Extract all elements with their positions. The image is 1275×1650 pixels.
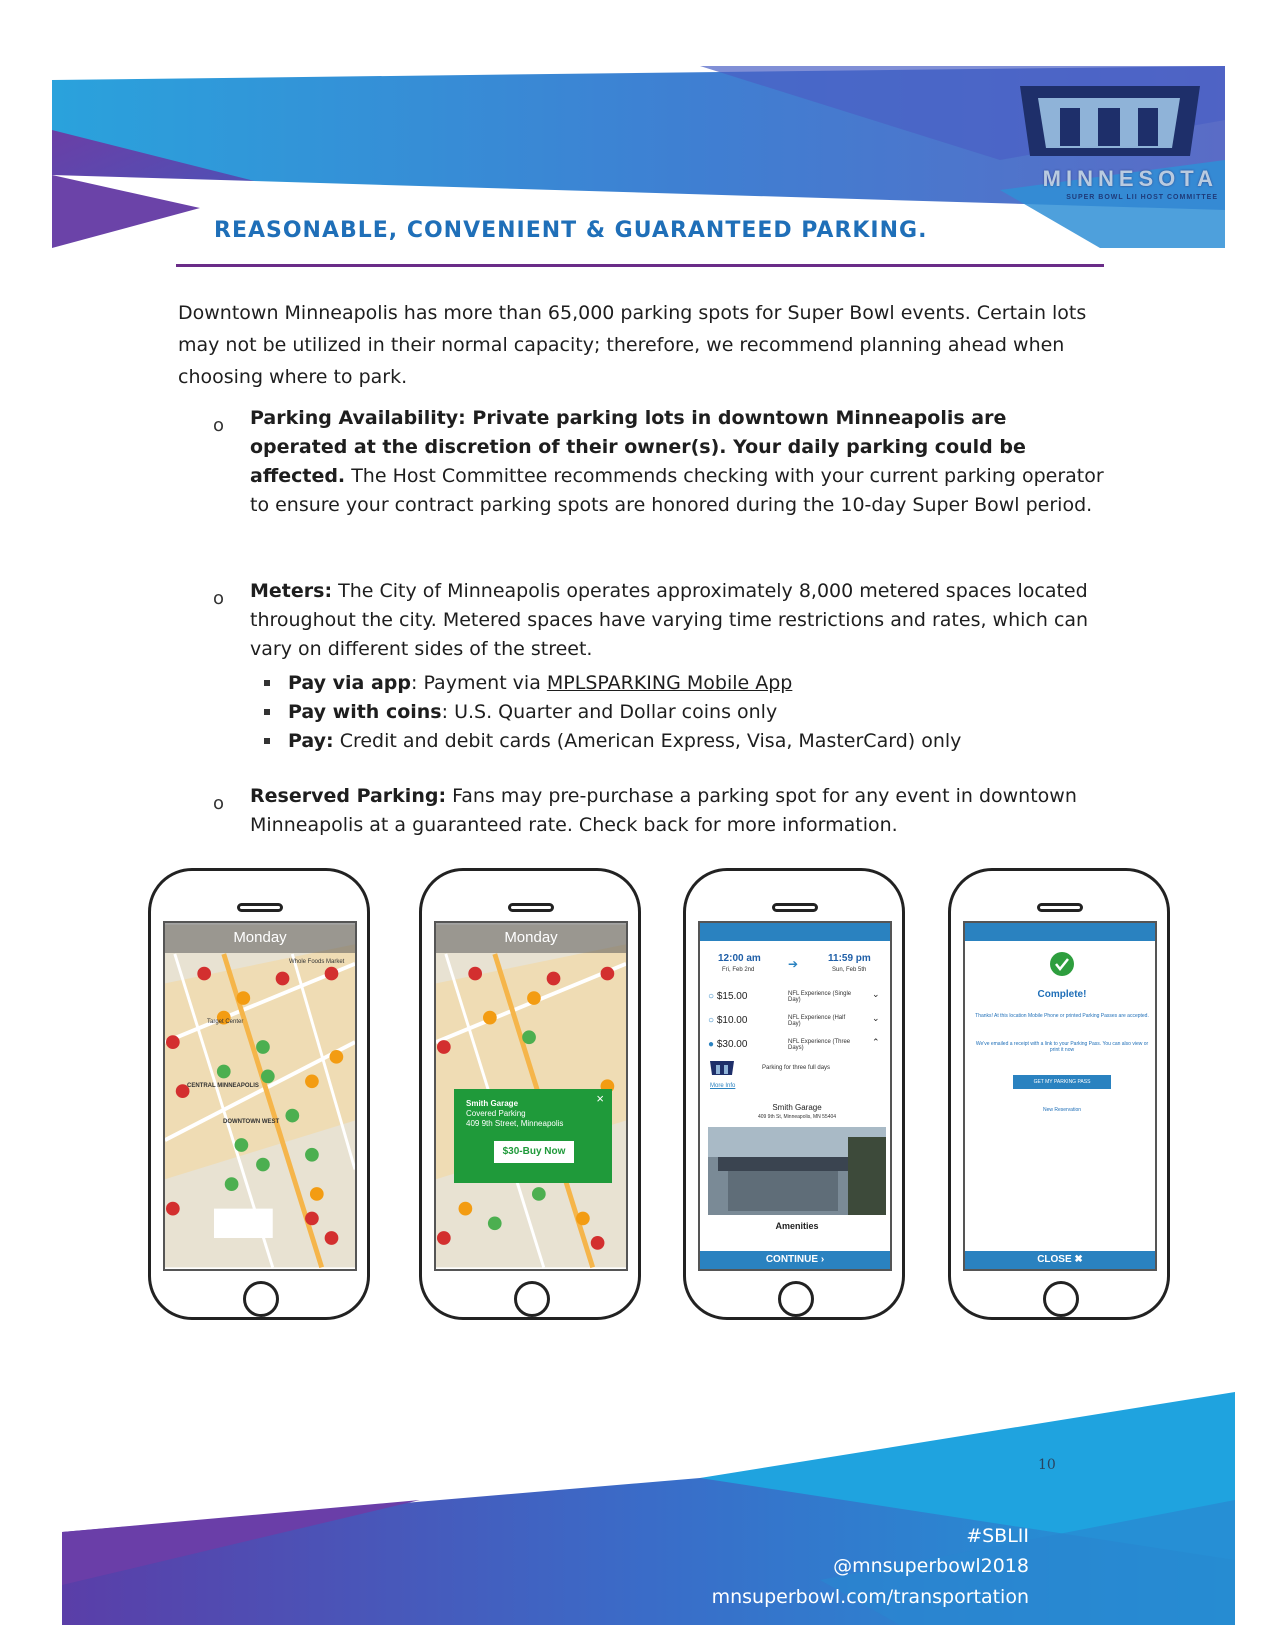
square-bullet-icon: [264, 738, 270, 744]
minnesota-logo-icon: [708, 1059, 736, 1081]
start-time: 12:00 am: [718, 953, 761, 964]
meters-text: The City of Minneapolis operates approximately 8,000 metered spaces located throughout the city. Metered spaces have varying time restrictions and rates, which can vary on different sides of the street.: [250, 580, 1089, 660]
radio-empty-icon: ○: [708, 991, 715, 1002]
footer-url[interactable]: mnsuperbowl.com/transportation: [711, 1586, 1029, 1608]
bullet-circle: o: [213, 415, 225, 436]
emailed-message: We've emailed a receipt with a link to your Parking Pass. You can also view or print it now: [975, 1041, 1149, 1053]
map-day-header: Monday: [165, 923, 355, 953]
chevron-down-icon[interactable]: ⌄: [872, 989, 880, 999]
footer-handle: @mnsuperbowl2018: [833, 1555, 1029, 1577]
pay-app-sep: : Payment via: [411, 672, 547, 694]
reserved-parking-item: [250, 782, 1105, 840]
pay-coins-sep: :: [441, 701, 455, 723]
title-divider: [176, 264, 1104, 267]
end-time: 11:59 pm: [828, 953, 871, 964]
popup-garage-type: Covered Parking: [466, 1109, 526, 1118]
phone-speaker: [772, 903, 818, 912]
map-day-header: Monday: [436, 923, 626, 953]
reserved-label: Reserved Parking:: [250, 785, 447, 807]
continue-button[interactable]: CONTINUE ›: [700, 1251, 890, 1269]
popup-garage-name: Smith Garage: [466, 1099, 519, 1108]
mplsparking-app-link[interactable]: MPLSPARKING Mobile App: [546, 672, 793, 694]
bullet-circle: o: [213, 588, 225, 609]
phone-map: [148, 868, 370, 1320]
app-header-bar: [965, 923, 1155, 941]
app-header-bar: [700, 923, 890, 941]
garage-address: 409 9th St, Minneapolis, MN 55404: [757, 1114, 837, 1120]
logo-subtitle: SUPER BOWL LII HOST COMMITTEE: [1066, 194, 1218, 201]
meters-item: [250, 577, 1105, 664]
phone-map-popup: [419, 868, 641, 1320]
garage-popup: [454, 1089, 612, 1183]
complete-heading: Complete!: [1037, 989, 1087, 1000]
phone-speaker: [1037, 903, 1083, 912]
sub-item-pay-coins: [288, 698, 777, 727]
radio-checked-icon: ●: [708, 1039, 715, 1050]
phone-speaker: [237, 903, 283, 912]
footer-banner: [0, 1380, 1275, 1630]
page-title: REASONABLE, CONVENIENT & GUARANTEED PARKING.: [214, 218, 928, 243]
meters-label: Meters:: [250, 580, 333, 602]
close-button[interactable]: CLOSE ✖: [965, 1251, 1155, 1269]
map-label-central: CENTRAL MINNEAPOLIS: [187, 1083, 259, 1089]
map-label-whole-foods: Whole Foods Market: [289, 959, 345, 965]
home-button[interactable]: [778, 1281, 814, 1317]
availability-bold-text: Private parking lots in downtown Minneapolis are operated at the discretion of their owner(s). Your daily parking could be affected.: [250, 407, 1026, 487]
square-bullet-icon: [264, 680, 270, 686]
option-desc: NFL Experience (Half Day): [788, 1015, 846, 1027]
map-label-target-center: Target Center: [207, 1019, 244, 1025]
intro-paragraph: Downtown Minneapolis has more than 65,000 parking spots for Super Bowl events. Certain lots may not be utilized in their normal capacity; therefore, we recommend planning ahead when choosing where to park.: [178, 302, 1087, 388]
phone-screen: [163, 921, 357, 1271]
chevron-up-icon[interactable]: ⌃: [872, 1037, 880, 1047]
get-parking-pass-button[interactable]: GET MY PARKING PASS: [1013, 1075, 1111, 1089]
option-30[interactable]: [708, 1039, 747, 1050]
more-info-link[interactable]: More Info: [710, 1083, 736, 1089]
parking-map[interactable]: [165, 923, 355, 1269]
end-date: Sun, Feb 5th: [832, 967, 867, 973]
logo-wordmark: MINNESOTA: [1042, 166, 1218, 191]
option-price: $10.00: [716, 1015, 748, 1026]
option-price: $15.00: [716, 991, 748, 1002]
option-10[interactable]: [708, 1015, 747, 1026]
complete-message: Thanks! At this location Mobile Phone or printed Parking Passes are accepted.: [975, 1013, 1149, 1019]
phone-complete: [948, 868, 1170, 1320]
sub-item-pay-card: [288, 727, 961, 756]
sub-item-pay-app: [288, 669, 792, 698]
parking-availability-item: [250, 404, 1105, 520]
availability-text: The Host Committee recommends checking with your current parking operator to ensure your contract parking spots are honored during the 10-day Super Bowl period.: [250, 465, 1104, 516]
popup-garage-address: 409 9th Street, Minneapolis: [466, 1119, 564, 1128]
checkmark-icon: [1049, 951, 1075, 977]
phone-screen: [434, 921, 628, 1271]
radio-empty-icon: ○: [708, 1015, 715, 1026]
arrow-icon: ➔: [788, 957, 799, 971]
popup-close-button[interactable]: ×: [596, 1091, 604, 1106]
option-desc: NFL Experience (Single Day): [788, 991, 852, 1003]
amenities-heading: Amenities: [775, 1221, 819, 1231]
reserved-text: Fans may pre-purchase a parking spot for any event in downtown Minneapolis at a guaranteed rate. Check back for more information.: [250, 785, 1077, 836]
phone-booking: [683, 868, 905, 1320]
garage-name: Smith Garage: [772, 1103, 822, 1112]
option-price: $30.00: [716, 1039, 748, 1050]
garage-photo: [708, 1127, 886, 1215]
start-date: Fri, Feb 2nd: [722, 967, 755, 973]
footer-hashtag: #SBLII: [966, 1525, 1029, 1547]
new-reservation-link[interactable]: New Reservation: [1042, 1107, 1082, 1113]
pay-coins-label: Pay with coins: [288, 701, 442, 723]
phone-speaker: [508, 903, 554, 912]
square-bullet-icon: [264, 709, 270, 715]
option-note: Parking for three full days: [762, 1065, 831, 1071]
chevron-down-icon[interactable]: ⌄: [872, 1013, 880, 1023]
bullet-circle: o: [213, 793, 225, 814]
home-button[interactable]: [514, 1281, 550, 1317]
map-label-downtown-west: DOWNTOWN WEST: [223, 1119, 280, 1125]
availability-label: Parking Availability:: [250, 407, 466, 429]
pay-coins-text: U.S. Quarter and Dollar coins only: [454, 701, 778, 723]
pay-card-text: Credit and debit cards (American Express, Visa, MasterCard) only: [339, 730, 962, 752]
buy-now-button[interactable]: $30-Buy Now: [494, 1141, 574, 1163]
home-button[interactable]: [1043, 1281, 1079, 1317]
phone-screen: [698, 921, 892, 1271]
option-desc: NFL Experience (Three Days): [788, 1039, 851, 1051]
pay-app-label: Pay via app: [288, 672, 412, 694]
home-button[interactable]: [243, 1281, 279, 1317]
page-number: 10: [1038, 1457, 1056, 1473]
option-15[interactable]: [708, 991, 747, 1002]
phone-screen: [963, 921, 1157, 1271]
pay-card-label: Pay:: [288, 730, 334, 752]
